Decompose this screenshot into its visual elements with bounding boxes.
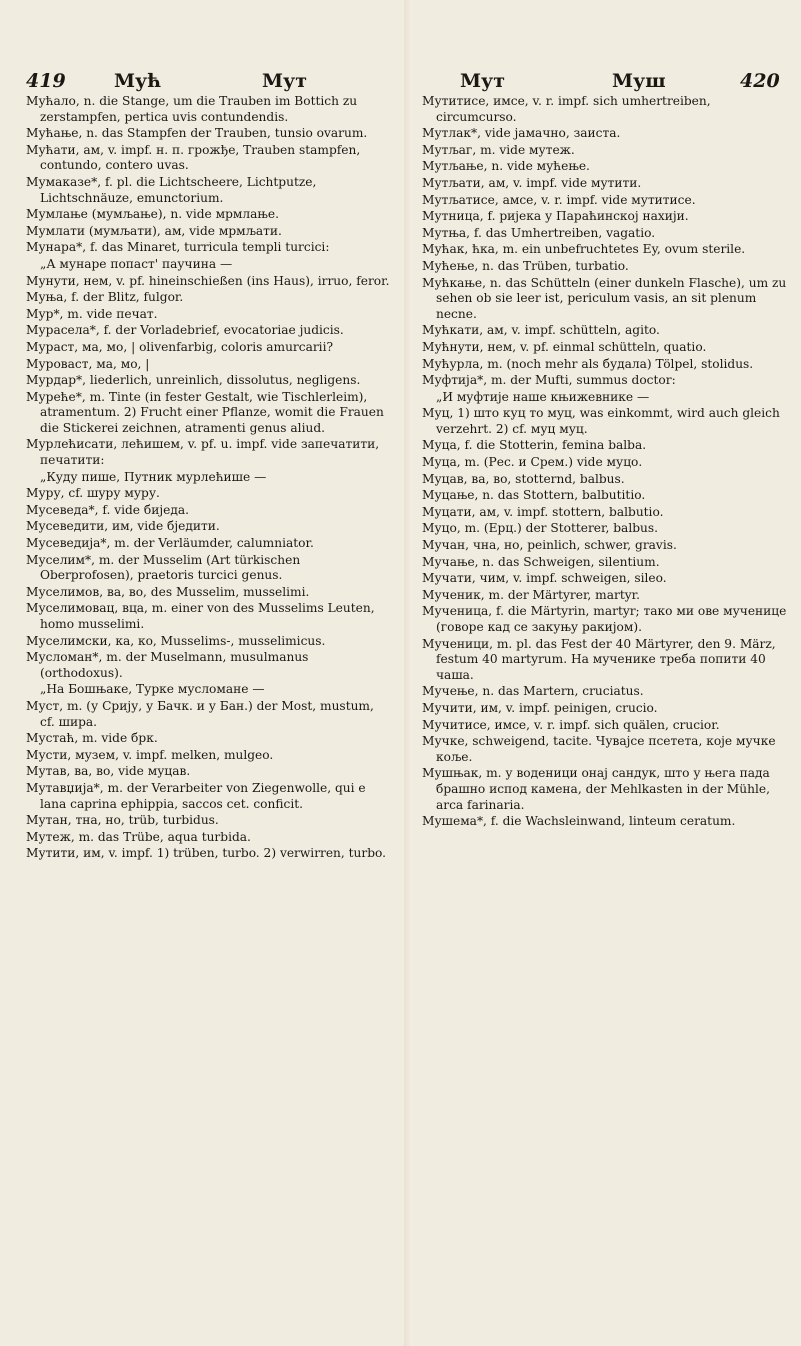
dictionary-entry: Муца, f. die Stotterin, femina balba. (422, 438, 647, 453)
dictionary-entry: Муцати, ам, v. impf. stottern, balbutio. (422, 504, 664, 519)
dictionary-entry: Мућкање, n. das Schütteln (einer dunkeln Flasche), um zu sehen ob sie leer ist, periculum vasis, an sit plenum necne. (422, 275, 787, 321)
dictionary-entry: Мућнути, нем, v. pf. einmal schütteln, quatio. (422, 339, 707, 354)
dictionary-entry: Муроваст, ма, мо, | (26, 356, 150, 371)
dictionary-entry: Муфтија*, m. der Mufti, summus doctor: (422, 373, 676, 388)
dictionary-entry: Мучан, чна, но, peinlich, schwer, gravis. (422, 538, 677, 553)
dictionary-entry: Мутан, тна, но, trüb, turbidus. (26, 813, 219, 828)
dictionary-entry: Мучитисе, имсе, v. r. impf. sich quälen, crucior. (422, 717, 720, 732)
dictionary-entry: Мунути, нем, v. pf. hineinschießen (ins Haus), irruo, feror. (26, 273, 390, 288)
right-page-number: 420 (740, 70, 780, 92)
dictionary-entry: Муња, f. der Blitz, fulgor. (26, 290, 184, 305)
right-guide-word-2: Муш (612, 70, 666, 92)
dictionary-entry: Мурлећисати, лећишем, v. pf. u. impf. vide запечатити, печатити: (26, 437, 380, 468)
dictionary-entry: Мученик, m. der Märtyrer, martyr. (422, 587, 640, 602)
dictionary-entry: Мучити, им, v. impf. peinigen, crucio. (422, 700, 658, 715)
dictionary-entry: Мућење, n. das Trüben, turbatio. (422, 258, 629, 273)
dictionary-entry: Мусеведа*, f. vide биједа. (26, 502, 189, 517)
dictionary-entry: Муселимов, ва, во, des Musselim, musselimi. (26, 584, 310, 599)
dictionary-entry: Мученици, m. pl. das Fest der 40 Märtyrer, den 9. März, festum 40 martyrum. На мученике треба попити 40 чаша. (422, 636, 776, 682)
dictionary-entry: Мучке, schweigend, tacite. Чувајсе псетета, које мучке коље. (422, 734, 776, 764)
dictionary-entry: Мућање, n. das Stampfen der Trauben, tunsio ovarum. (26, 126, 368, 141)
left-column (26, 94, 392, 863)
dictionary-entry: Мумлање (мумљање), n. vide мрмлање. (26, 207, 279, 222)
dictionary-entry: Мурасела*, f. der Vorladebrief, evocatoriae judicis. (26, 323, 344, 338)
dictionary-entry: Муцав, ва, во, stotternd, balbus. (422, 471, 625, 486)
dictionary-entry: Мутитисе, имсе, v. r. impf. sich umhertreiben, circumcurso. (422, 94, 711, 124)
dictionary-entry: Мусти, музем, v. impf. melken, mulgeo. (26, 747, 274, 762)
dictionary-entry: Мусеведити, им, vide бједити. (26, 519, 220, 534)
dictionary-entry: Мумаказе*, f. pl. die Lichtscheere, Lichtputze, Lichtschnäuze, emunctorium. (26, 174, 317, 205)
dictionary-entry: Муселимски, ка, ко, Musselims-, musselimicus. (26, 633, 326, 648)
dictionary-entry: Мућало, n. die Stange, um die Trauben im Bottich zu zerstampfen, pertica uvis contundendis. (26, 94, 358, 124)
dictionary-entry: Мур*, m. vide печат. (26, 306, 158, 321)
dictionary-entry: „А мунаре попаст' паучина — (40, 256, 233, 271)
dictionary-entry: Мушњак, m. у воденици онај сандук, што у њега пада брашно испод камена, der Mehlkasten in der Mühle, arca farinaria. (422, 766, 770, 812)
dictionary-entry: Мусеведија*, m. der Verläumder, calumniator. (26, 536, 314, 551)
dictionary-entry: Мучати, чим, v. impf. schweigen, sileo. (422, 571, 667, 586)
dictionary-entry: Мунара*, f. das Minaret, turricula templi turcici: (26, 240, 330, 255)
dictionary-entry: Мутавџија*, m. der Verarbeiter von Ziegenwolle, qui e lana caprina ephippia, saccos cet. conficit. (26, 780, 366, 811)
dictionary-entry: Мустаћ, m. vide брк. (26, 731, 158, 746)
page-gutter (404, 0, 412, 1346)
dictionary-entry: Мутеж, m. das Trübe, aqua turbida. (26, 829, 251, 844)
dictionary-entry: Мутница, f. ријека у Параћинској нахији. (422, 209, 689, 224)
dictionary-entry: Мученица, f. die Märtyrin, martyr; тако ми ове мученице (говоре кад се закуњу ракијом). (422, 604, 787, 634)
dictionary-entry: Муселим*, m. der Musselim (Art türkischen Oberprofosen), praetoris turcici genus. (26, 552, 301, 583)
dictionary-entry: Мумлати (мумљати), ам, vide мрмљати. (26, 223, 282, 238)
dictionary-entry: Мутња, f. das Umhertreiben, vagatio. (422, 225, 656, 240)
dictionary-entry: Мураст, ма, мо, | olivenfarbig, coloris amurcarii? (26, 339, 334, 354)
dictionary-entry: Мућати, ам, v. impf. н. п. грожђе, Trauben stampfen, contundo, contero uvas. (26, 142, 361, 173)
left-guide-word-1: Мућ (114, 70, 162, 92)
dictionary-entry: Мучење, n. das Martern, cruciatus. (422, 684, 644, 699)
dictionary-entry: Мучање, n. das Schweigen, silentium. (422, 554, 660, 569)
dictionary-entry: „Куду пише, Путник мурлећише — (40, 469, 267, 484)
dictionary-entry: Мутљање, n. vide мућење. (422, 159, 590, 174)
dictionary-entry: Мутљатисе, амсе, v. r. impf. vide мутитисе. (422, 192, 696, 207)
dictionary-entry: Мутљати, ам, v. impf. vide мутити. (422, 175, 642, 190)
dictionary-entry: Муру, cf. шуру муру. (26, 486, 160, 501)
dictionary-entry: Мутити, им, v. impf. 1) trüben, turbo. 2) verwirren, turbo. (26, 846, 387, 861)
dictionary-entry: „И муфтије наше књижевнике — (436, 389, 650, 404)
right-column (422, 94, 790, 831)
dictionary-entry: Мушема*, f. die Wachsleinwand, linteum ceratum. (422, 814, 736, 829)
dictionary-entry: Мусломан*, m. der Muselmann, musulmanus (orthodoxus). (26, 650, 309, 680)
dictionary-entry: Мутљаг, m. vide мутеж. (422, 142, 575, 157)
dictionary-entry: Мућкати, ам, v. impf. schütteln, agito. (422, 323, 660, 338)
dictionary-entry: Мутав, ва, во, vide муцав. (26, 764, 191, 779)
running-header (0, 0, 801, 92)
left-page-number: 419 (26, 70, 66, 92)
dictionary-entry: Муреће*, m. Tinte (in fester Gestalt, wie Tischlerleim), atramentum. 2) Frucht einer Pflanze, womit die Frauen die Stickerei zeichnen, atramenti genus aliud. (26, 389, 384, 435)
dictionary-entry: Мутлак*, vide јамачно, заиста. (422, 126, 621, 141)
dictionary-entry: Мућурла, m. (noch mehr als будала) Tölpel, stolidus. (422, 356, 754, 371)
dictionary-entry: Муца, m. (Рес. и Срем.) vide муцо. (422, 455, 643, 470)
dictionary-entry: Муст, m. (у Срију, у Бачк. и у Бан.) der Most, mustum, cf. шира. (26, 698, 374, 729)
right-guide-word-1: Мут (460, 70, 505, 92)
left-guide-word-2: Мут (262, 70, 307, 92)
dictionary-entry: Муц, 1) што куц то муц, was einkommt, wird auch gleich verzehrt. 2) cf. муц муц. (422, 406, 780, 436)
dictionary-entry: Муцање, n. das Stottern, balbutitio. (422, 488, 646, 503)
dictionary-entry: Мућак, ћка, m. ein unbefruchtetes Ey, ovum sterile. (422, 242, 746, 257)
dictionary-entry: Муселимовац, вца, m. einer von des Musselims Leuten, homo musselimi. (26, 601, 375, 631)
dictionary-entry: „На Бошњаке, Турке мусломане — (40, 682, 265, 697)
dictionary-entry: Мурдар*, liederlich, unreinlich, dissolutus, negligens. (26, 373, 361, 388)
dictionary-entry: Муцо, m. (Ерц.) der Stotterer, balbus. (422, 521, 658, 536)
